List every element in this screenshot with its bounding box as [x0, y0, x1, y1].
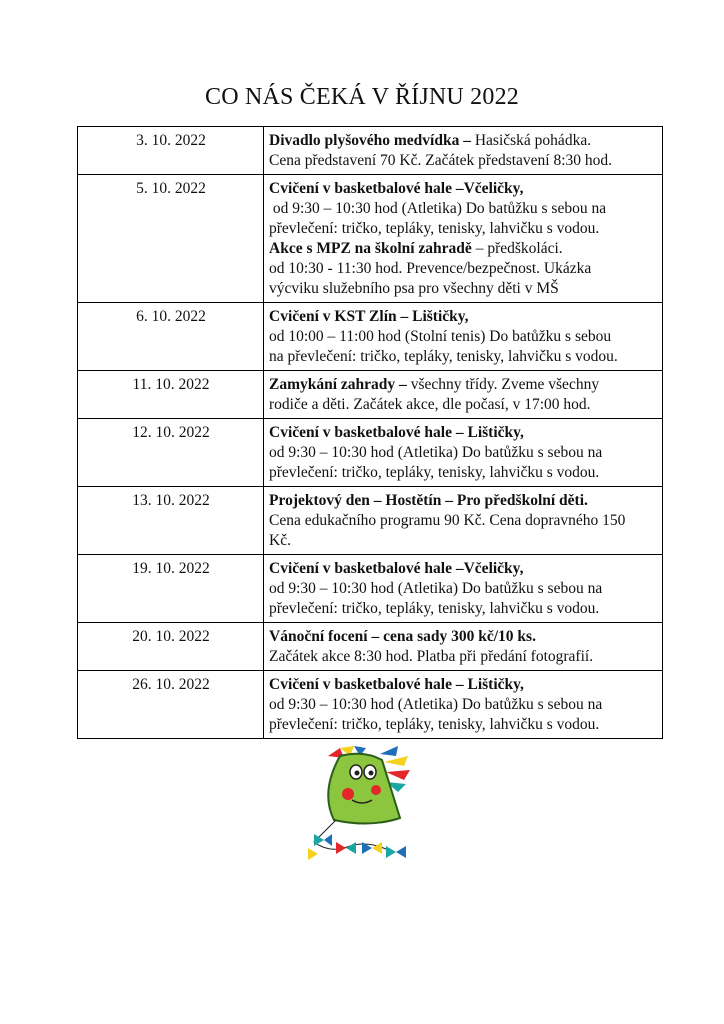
- event-date: 12. 10. 2022: [78, 419, 264, 487]
- event-detail-text: Hasičská pohádka.: [474, 132, 592, 149]
- event-date: 26. 10. 2022: [78, 671, 264, 739]
- schedule-row: [78, 623, 663, 671]
- event-line: [269, 559, 658, 579]
- event-title-text: Vánoční focení – cena sady 300 kč/10 ks.: [269, 628, 536, 645]
- event-description: [264, 671, 663, 739]
- schedule-row: [78, 419, 663, 487]
- event-detail-text: Kč.: [269, 532, 291, 549]
- event-line: [269, 279, 658, 299]
- event-line: [269, 395, 658, 415]
- event-detail-text: od 9:30 – 10:30 hod (Atletika) Do batůžku s sebou na: [269, 200, 607, 217]
- event-title-text: Cvičení v basketbalové hale –Včeličky,: [269, 560, 524, 577]
- event-line: [269, 259, 658, 279]
- event-date: 20. 10. 2022: [78, 623, 264, 671]
- event-description: [264, 487, 663, 555]
- event-detail-text: Začátek akce 8:30 hod. Platba při předání fotografií.: [269, 648, 594, 665]
- kite-tassel: [380, 746, 398, 756]
- event-line: [269, 219, 658, 239]
- event-title-text: Divadlo plyšového medvídka –: [269, 132, 475, 149]
- event-line: [269, 347, 658, 367]
- kite-tassel: [384, 756, 408, 766]
- event-line: [269, 675, 658, 695]
- event-detail-text: – předškoláci.: [471, 240, 563, 257]
- event-title-text: Cvičení v basketbalové hale –Včeličky,: [269, 180, 524, 197]
- kite-cheek: [342, 788, 354, 800]
- event-detail-text: od 10:00 – 11:00 hod (Stolní tenis) Do batůžku s sebou: [269, 328, 612, 345]
- event-line: [269, 327, 658, 347]
- event-description: [264, 175, 663, 303]
- event-title-text: Cvičení v basketbalové hale – Lištičky,: [269, 424, 524, 441]
- event-date: 13. 10. 2022: [78, 487, 264, 555]
- event-line: [269, 199, 658, 219]
- event-description: [264, 303, 663, 371]
- schedule-row: [78, 303, 663, 371]
- event-line: [269, 179, 658, 199]
- event-title-text: Zamykání zahrady –: [269, 376, 411, 393]
- event-detail-text: rodiče a děti. Začátek akce, dle počasí, v 17:00 hod.: [269, 396, 591, 413]
- schedule-row: [78, 127, 663, 175]
- event-description: [264, 419, 663, 487]
- event-line: [269, 375, 658, 395]
- event-line: [269, 307, 658, 327]
- kite-tail-bow: [372, 842, 382, 854]
- event-line: [269, 599, 658, 619]
- event-detail-text: na převlečení: tričko, tepláky, tenisky, lahvičku s vodou.: [269, 348, 618, 365]
- event-detail-text: převlečení: tričko, tepláky, tenisky, lahvičku s vodou.: [269, 220, 600, 237]
- event-line: [269, 131, 658, 151]
- event-line: [269, 511, 658, 531]
- event-detail-text: od 10:30 - 11:30 hod. Prevence/bezpečnost. Ukázka: [269, 260, 592, 277]
- kite-tail-bow: [336, 842, 346, 854]
- schedule-row: [78, 555, 663, 623]
- kite-tail-bow: [324, 834, 332, 846]
- event-detail-text: všechny třídy. Zveme všechny: [410, 376, 600, 393]
- event-description: [264, 127, 663, 175]
- schedule-table: [77, 126, 663, 739]
- kite-body: [328, 754, 400, 824]
- event-line: [269, 443, 658, 463]
- page-title: CO NÁS ČEKÁ V ŘÍJNU 2022: [205, 84, 519, 110]
- event-line: [269, 491, 658, 511]
- event-line: [269, 423, 658, 443]
- event-line: [269, 239, 658, 259]
- event-line: [269, 627, 658, 647]
- kite-tail-bow: [308, 848, 318, 860]
- event-detail-text: převlečení: tričko, tepláky, tenisky, lahvičku s vodou.: [269, 600, 600, 617]
- event-date: 5. 10. 2022: [78, 175, 264, 303]
- event-line: [269, 151, 658, 171]
- event-detail-text: od 9:30 – 10:30 hod (Atletika) Do batůžku s sebou na: [269, 444, 603, 461]
- event-line: [269, 531, 658, 551]
- kite-tail-bow: [386, 846, 396, 858]
- event-line: [269, 579, 658, 599]
- schedule-body: [78, 127, 663, 739]
- event-description: [264, 371, 663, 419]
- event-date: 3. 10. 2022: [78, 127, 264, 175]
- event-date: 6. 10. 2022: [78, 303, 264, 371]
- event-title-text: Cvičení v basketbalové hale – Lištičky,: [269, 676, 524, 693]
- event-date: 11. 10. 2022: [78, 371, 264, 419]
- kite-tail-bow: [346, 842, 356, 854]
- kite-cheek: [371, 785, 381, 795]
- event-detail-text: od 9:30 – 10:30 hod (Atletika) Do batůžku s sebou na: [269, 580, 603, 597]
- event-detail-text: výcviku služebního psa pro všechny děti v MŠ: [269, 280, 559, 297]
- schedule-row: [78, 487, 663, 555]
- kite-tail-bow: [314, 834, 324, 846]
- event-detail-text: převlečení: tričko, tepláky, tenisky, lahvičku s vodou.: [269, 716, 600, 733]
- event-detail-text: Cena edukačního programu 90 Kč. Cena dopravného 150: [269, 512, 626, 529]
- event-title-text: Projektový den – Hostětín – Pro předškolní děti.: [269, 492, 588, 509]
- event-line: [269, 463, 658, 483]
- schedule-row: [78, 371, 663, 419]
- schedule-row: [78, 671, 663, 739]
- event-line: [269, 715, 658, 735]
- event-date: 19. 10. 2022: [78, 555, 264, 623]
- event-line: [269, 695, 658, 715]
- event-title-text: Cvičení v KST Zlín – Lištičky,: [269, 308, 469, 325]
- kite-tassel: [386, 770, 410, 780]
- event-title-text: Akce s MPZ na školní zahradě: [269, 240, 472, 257]
- event-detail-text: Cena představení 70 Kč. Začátek představení 8:30 hod.: [269, 152, 613, 169]
- event-description: [264, 555, 663, 623]
- event-detail-text: převlečení: tričko, tepláky, tenisky, lahvičku s vodou.: [269, 464, 600, 481]
- event-line: [269, 647, 658, 667]
- kite-illustration: [300, 742, 420, 867]
- schedule-row: [78, 175, 663, 303]
- event-detail-text: od 9:30 – 10:30 hod (Atletika) Do batůžku s sebou na: [269, 696, 603, 713]
- event-description: [264, 623, 663, 671]
- kite-tail-bow: [396, 846, 406, 858]
